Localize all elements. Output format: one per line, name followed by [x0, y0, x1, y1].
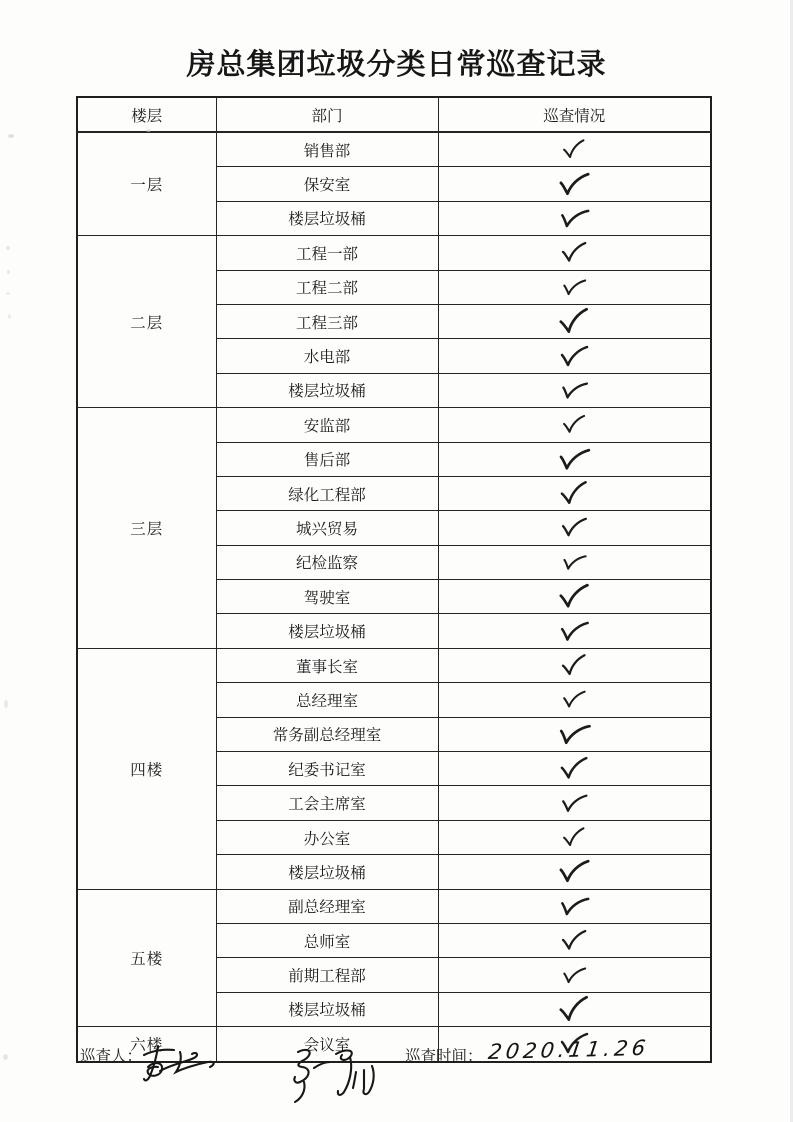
department-cell: 保安室 — [216, 167, 438, 201]
inspector-signature-2 — [284, 1044, 384, 1106]
table-row — [77, 889, 711, 923]
handwritten-check-icon — [555, 306, 593, 338]
scan-speck — [8, 134, 14, 138]
handwritten-check-icon — [559, 240, 590, 265]
table-row — [77, 236, 711, 270]
handwritten-check-icon — [560, 964, 588, 986]
department-cell: 常务副总经理室 — [216, 717, 438, 751]
handwritten-check-icon — [558, 652, 590, 679]
handwritten-check-icon — [557, 892, 592, 921]
scan-speck — [6, 246, 10, 250]
handwritten-check-icon — [557, 618, 591, 645]
department-cell: 会议室 — [216, 1027, 438, 1062]
header-status: 巡查情况 — [438, 97, 711, 132]
inspection-status-cell — [438, 511, 711, 545]
department-cell: 售后部 — [216, 442, 438, 476]
inspection-status-cell — [438, 958, 711, 992]
handwritten-check-icon — [557, 204, 592, 233]
inspection-status-cell — [438, 442, 711, 476]
inspection-status-cell — [438, 820, 711, 854]
document-title: 房总集团垃圾分类日常巡查记录 — [186, 49, 607, 81]
inspection-status-cell — [438, 373, 711, 407]
handwritten-check-icon — [555, 994, 593, 1026]
inspection-status-cell — [438, 717, 711, 751]
inspection-status-cell — [438, 304, 711, 338]
inspection-status-cell — [438, 270, 711, 304]
header-department: 部门 — [216, 97, 438, 132]
department-cell: 总经理室 — [216, 683, 438, 717]
handwritten-check-icon — [560, 414, 588, 436]
department-cell: 总师室 — [216, 923, 438, 957]
table-row — [77, 132, 711, 167]
department-cell: 纪检监察 — [216, 545, 438, 579]
scan-speck — [7, 270, 10, 274]
inspection-status-cell — [438, 889, 711, 923]
floor-cell: 四楼 — [77, 648, 216, 889]
handwritten-check-icon — [559, 928, 590, 953]
scan-speck — [4, 700, 8, 708]
inspection-status-cell — [438, 236, 711, 270]
handwritten-check-icon — [557, 479, 592, 508]
handwritten-check-icon — [560, 517, 589, 540]
inspection-status-cell — [438, 786, 711, 820]
department-cell: 副总经理室 — [216, 889, 438, 923]
department-cell: 工程二部 — [216, 270, 438, 304]
department-cell: 工程三部 — [216, 304, 438, 338]
inspection-status-cell — [438, 476, 711, 510]
inspection-status-cell — [438, 752, 711, 786]
department-cell: 楼层垃圾桶 — [216, 373, 438, 407]
header-floor: 楼层 — [77, 97, 216, 132]
department-cell: 董事长室 — [216, 648, 438, 682]
inspection-status-cell — [438, 580, 711, 614]
inspection-status-cell — [438, 167, 711, 201]
department-cell: 销售部 — [216, 132, 438, 167]
table-row — [77, 408, 711, 442]
inspector-label: 巡查人： — [80, 1048, 143, 1065]
inspection-status-cell — [438, 923, 711, 957]
handwritten-check-icon — [559, 791, 590, 816]
handwritten-check-icon — [555, 718, 593, 750]
inspection-table-body — [77, 132, 711, 1062]
inspection-status-cell — [438, 855, 711, 889]
handwritten-check-icon — [557, 858, 592, 885]
department-cell: 楼层垃圾桶 — [216, 855, 438, 889]
handwritten-check-icon — [560, 276, 588, 298]
department-cell: 驾驶室 — [216, 580, 438, 614]
floor-cell: 五楼 — [77, 889, 216, 1027]
floor-cell: 二层 — [77, 236, 216, 408]
department-cell: 水电部 — [216, 339, 438, 373]
inspection-status-cell — [438, 408, 711, 442]
department-cell: 楼层垃圾桶 — [216, 992, 438, 1026]
handwritten-check-icon — [560, 826, 589, 850]
table-row — [77, 648, 711, 682]
floor-cell: 一层 — [77, 132, 216, 236]
handwritten-check-icon — [556, 582, 593, 612]
department-cell: 城兴贸易 — [216, 511, 438, 545]
inspection-status-cell — [438, 648, 711, 682]
scan-speck — [3, 1054, 8, 1060]
inspector-signature-1 — [136, 1040, 228, 1092]
handwritten-check-icon — [558, 377, 590, 404]
inspection-status-cell — [438, 201, 711, 235]
inspection-status-cell — [438, 614, 711, 648]
inspection-time-label: 巡查时间： — [405, 1048, 483, 1065]
handwritten-check-icon — [560, 550, 589, 574]
handwritten-check-icon — [558, 344, 590, 369]
department-cell: 前期工程部 — [216, 958, 438, 992]
inspection-table — [76, 96, 712, 1063]
handwritten-check-icon — [557, 755, 591, 782]
inspection-status-cell — [438, 339, 711, 373]
inspection-status-cell — [438, 683, 711, 717]
handwritten-check-icon — [557, 170, 592, 197]
floor-cell: 六楼 — [77, 1027, 216, 1062]
department-cell: 绿化工程部 — [216, 476, 438, 510]
department-cell: 楼层垃圾桶 — [216, 614, 438, 648]
department-cell: 纪委书记室 — [216, 752, 438, 786]
handwritten-check-icon — [561, 690, 587, 711]
scan-speck — [6, 292, 10, 295]
department-cell: 安监部 — [216, 408, 438, 442]
department-cell: 工会主席室 — [216, 786, 438, 820]
inspection-status-cell — [438, 132, 711, 167]
handwritten-check-icon — [556, 444, 593, 474]
department-cell: 办公室 — [216, 820, 438, 854]
floor-cell: 三层 — [77, 408, 216, 649]
department-cell: 工程一部 — [216, 236, 438, 270]
inspection-time-value: 2020.11.26 — [486, 1035, 651, 1064]
department-cell: 楼层垃圾桶 — [216, 201, 438, 235]
handwritten-check-icon — [560, 138, 589, 162]
header-row — [77, 97, 711, 132]
inspection-status-cell — [438, 992, 711, 1026]
inspection-status-cell — [438, 545, 711, 579]
scan-speck — [8, 314, 11, 319]
